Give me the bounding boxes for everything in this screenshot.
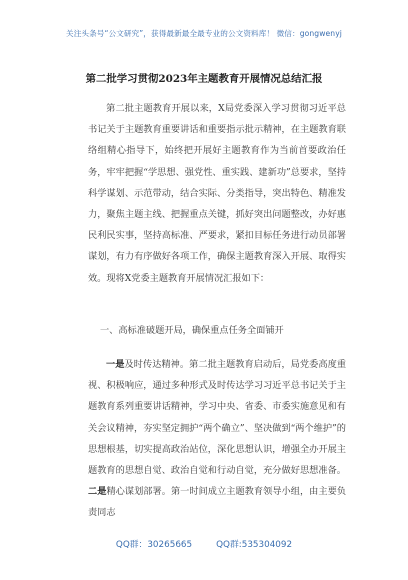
footer-qq-group-1: QQ群：30265665: [115, 540, 193, 550]
para2-text: 精心谋划部署。第一时间成立主题教育领导小组，由主要负责同志: [88, 486, 347, 519]
para1-lead: 一是: [106, 359, 125, 370]
section-1-paragraphs: [88, 354, 346, 524]
footer-qq-group-2: QQ群:535304092: [216, 540, 293, 550]
intro-text: 第二批主题教育开展以来，X局党委深入学习贯彻习近平总书记关于主题教育重要讲话和重要指示批示精神，在主题教育联络组精心指导下，始终把开展好主题教育作为当前首要政治任务，牢牢把握“学思想、强党性、重实践、建新功”总要求，坚持科学谋划、示范带动，结合实际、分类指导，突出特色、精准发力，聚焦主题主线、把握重点关键，抓好突出问题整改，办好惠民利民实事，坚持高标准、严要求，紧扣目标任务进行动员部署谋划，有力有序做好各项工作，确保主题教育深入开展、取得实效。现将X党委主题教育开展情况汇报如下：: [88, 103, 346, 284]
section-heading-1: 一、高标准破题开局，确保重点任务全面铺开: [100, 325, 284, 336]
para1-text: 及时传达精神。第二批主题教育启动后，局党委高度重视、积极响应，通过多种形式及时传达学习习近平总书记关于主题教育系列重要讲话精神，学习中央、省委、市委实施意见和有关会议精神，夯实坚定拥护“两个确立”、坚决做到“两个维护”的思想根基，切实提高政治站位，深化思想认识，增强全办开展主题教育的思想自觉、政治自觉和行动自觉，充分做好思想准备。: [88, 359, 347, 477]
header-banner: 关注头条号“公文研究”，获得最新最全最专业的公文资料库！ 微信：gongwenyj: [66, 29, 342, 38]
footer-contact: [0, 537, 408, 550]
document-title: 第二批学习贯彻2023年主题教育开展情况总结汇报: [85, 73, 323, 85]
para2-lead: 二是: [88, 486, 107, 498]
intro-paragraph: [88, 98, 346, 289]
